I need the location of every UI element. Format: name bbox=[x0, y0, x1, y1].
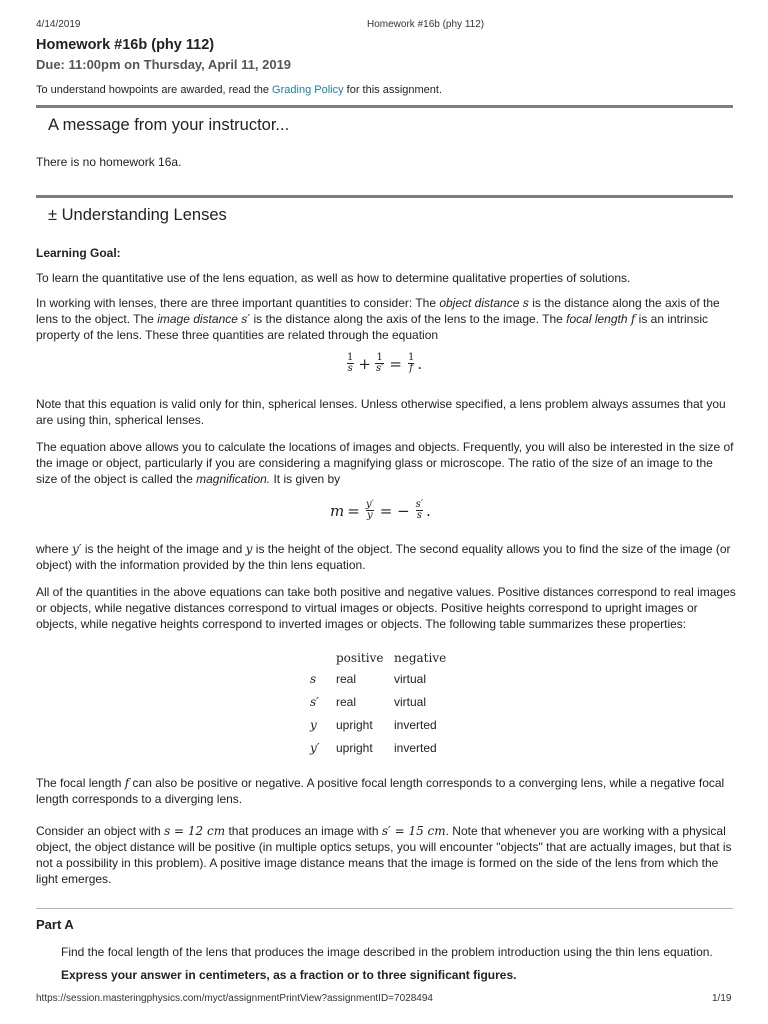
print-doc-title: Homework #16b (phy 112) bbox=[367, 19, 485, 30]
instructor-message-body: There is no homework 16a. bbox=[36, 155, 182, 169]
table-header-positive: positive bbox=[336, 651, 384, 665]
learning-goal-text: To learn the quantitative use of the lens equation, as well as how to determine qualitative properties of solutions. bbox=[36, 271, 631, 285]
part-a-question: Find the focal length of the lens that produces the image described in the problem introduction using the thin lens equation. bbox=[61, 945, 713, 959]
paragraph-given-values: Consider an object with s = 12 cm that produces an image with s′ = 15 cm. Note that whenever you are working with a physical object, the object distance will be positive (in multiple optics setups, you will encounter "objects" that are actually images, but that is not a possibility in this problem). A positive image distance means that the image is formed on the side of the lens from which the light emerges. bbox=[36, 824, 732, 886]
due-date: Due: 11:00pm on Thursday, April 11, 2019 bbox=[36, 57, 292, 72]
sign-convention-table bbox=[310, 649, 464, 759]
section-divider bbox=[36, 105, 733, 108]
paragraph-magnification: The equation above allows you to calculate the locations of images and objects. Frequently, you will also be interested in the size of the image or object, particularly if you are considering a magnifying glass or microscope. The ratio of the size of an image to the size of the object is called the magnification. It is given by bbox=[36, 440, 734, 486]
print-date: 4/14/2019 bbox=[36, 19, 81, 30]
table-row: y upright inverted bbox=[310, 717, 437, 732]
paragraph-signs: All of the quantities in the above equations can take both positive and negative values. Positive distances correspond to real images or objects, while negative distances correspond to virtual images or objects. Positive heights correspond to upright images or objects, while negative heights correspond to inverted images or objects. The following table summarizes these properties: bbox=[36, 585, 736, 631]
problem-title: ± Understanding Lenses bbox=[48, 206, 227, 224]
grading-note: To understand howpoints are awarded, read the Grading Policy for this assignment. bbox=[36, 84, 443, 96]
instructor-message-title: A message from your instructor... bbox=[48, 116, 290, 134]
learning-goal-label: Learning Goal: bbox=[36, 246, 121, 260]
assignment-title: Homework #16b (phy 112) bbox=[36, 37, 215, 53]
thin-lens-equation: $\frac{1}{s}$ + $\frac{1}{s'}$ = $\frac{1}{f}$ . bbox=[347, 352, 423, 374]
table-row: s′ real virtual bbox=[310, 694, 427, 709]
paragraph-thin-lens-note: Note that this equation is valid only for thin, spherical lenses. Unless otherwise specified, a lens problem always assumes that you are using thin, spherical lenses. bbox=[36, 397, 726, 427]
part-a-instruction: Express your answer in centimeters, as a fraction or to three significant figures. bbox=[61, 968, 517, 982]
table-row: s real virtual bbox=[310, 671, 427, 686]
magnification-equation: m = $\frac{y'}{y}$ = − $\frac{s'}{s}$ . bbox=[330, 499, 431, 521]
grading-policy-link[interactable]: Grading Policy bbox=[272, 84, 344, 96]
section-divider bbox=[36, 195, 733, 198]
page-number: 1/19 bbox=[712, 993, 732, 1004]
paragraph-quantities: In working with lenses, there are three important quantities to consider: The object distance s is the distance along the axis of the lens to the object. The image distance s′ is the distance along the axis of the lens to the image. The focal length f is an intrinsic property of the lens. These three quantities are related through the equation bbox=[36, 296, 720, 342]
table-header-negative: negative bbox=[394, 651, 447, 665]
part-a-title: Part A bbox=[36, 917, 74, 932]
print-url: https://session.masteringphysics.com/myct/assignmentPrintView?assignmentID=7028494 bbox=[36, 993, 433, 1004]
paragraph-heights: where y′ is the height of the image and y is the height of the object. The second equality allows you to find the size of the image (or object) with the information provided by the thin lens equation. bbox=[36, 542, 731, 572]
part-divider bbox=[36, 908, 733, 909]
table-row: y′ upright inverted bbox=[310, 740, 437, 755]
paragraph-focal-sign: The focal length f can also be positive or negative. A positive focal length corresponds to a converging lens, while a negative focal length corresponds to a diverging lens. bbox=[36, 776, 725, 806]
